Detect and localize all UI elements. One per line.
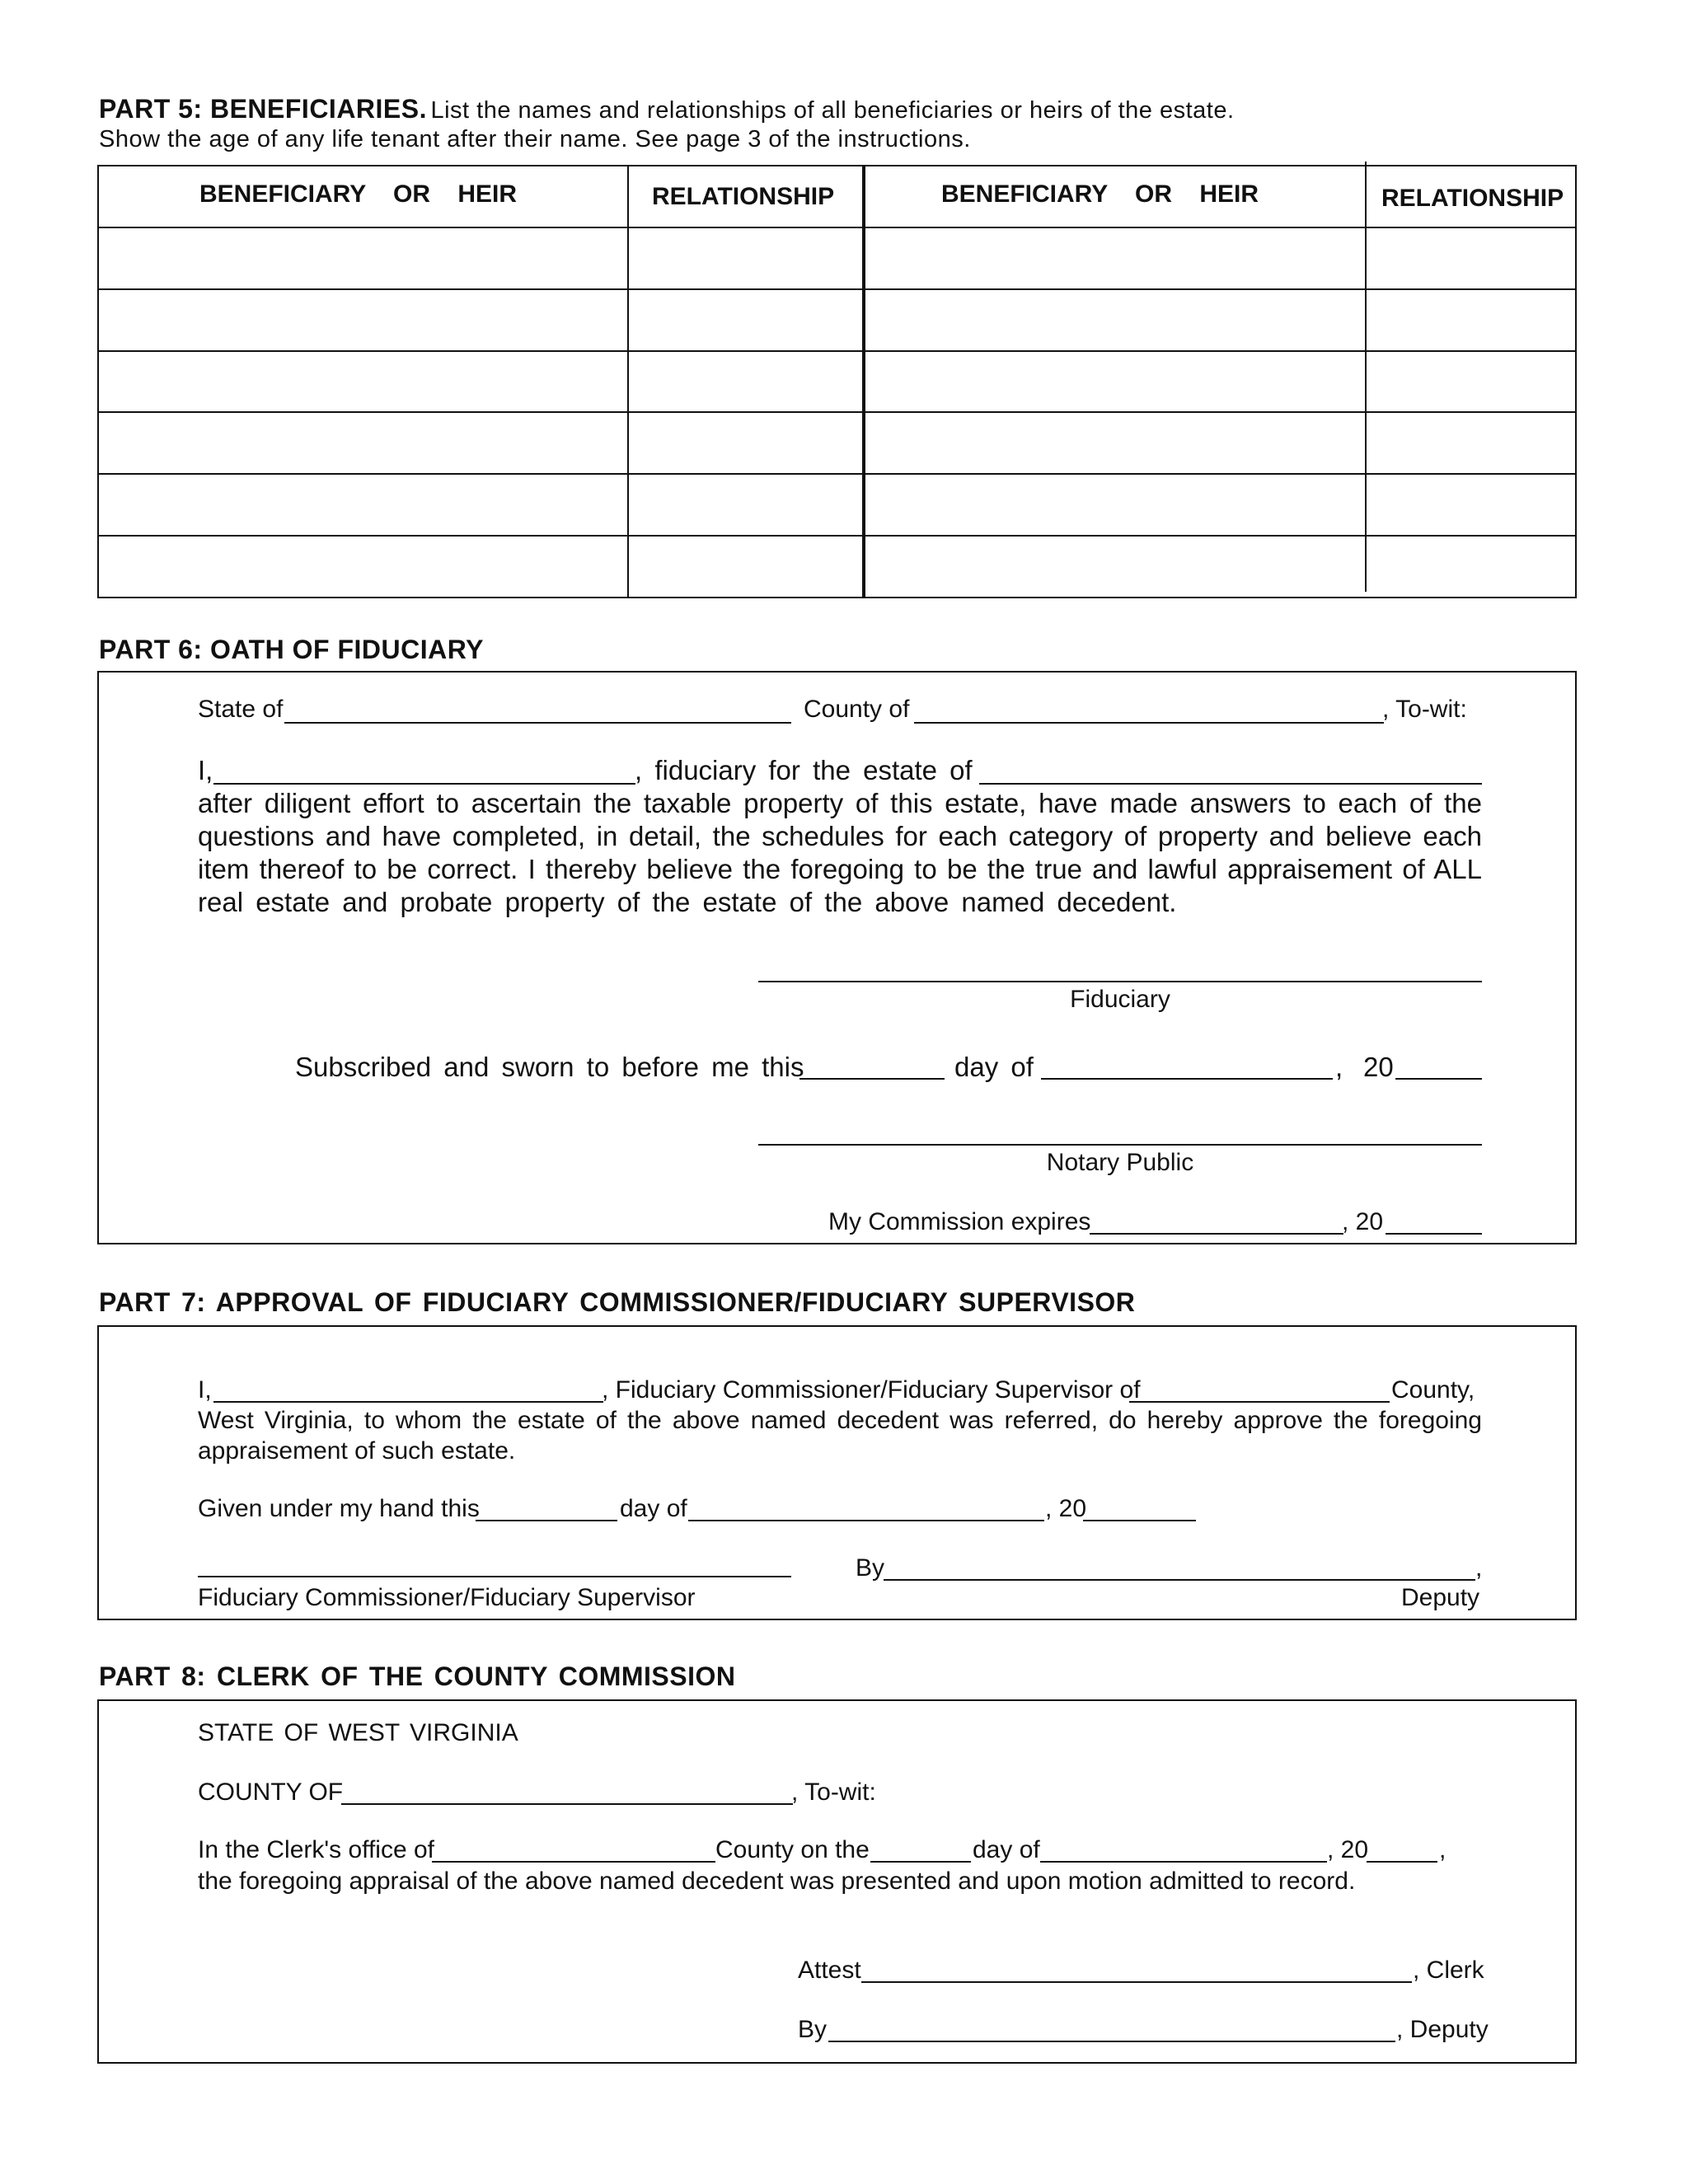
table-divider-center bbox=[862, 166, 865, 597]
col-header-relationship-2: RELATIONSHIP bbox=[1381, 185, 1564, 212]
part7-by-label: By bbox=[856, 1554, 885, 1582]
given-day-of-label: day of bbox=[620, 1495, 687, 1522]
clerk-day-field[interactable] bbox=[870, 1861, 971, 1863]
i-label: I, bbox=[198, 755, 213, 785]
county-label: County of bbox=[804, 696, 910, 723]
subscribed-comma: , bbox=[1335, 1052, 1343, 1082]
commission-label: My Commission expires bbox=[828, 1208, 1091, 1235]
estate-name-field[interactable] bbox=[979, 783, 1482, 785]
commission-year-field[interactable] bbox=[1386, 1233, 1482, 1235]
clerk-caption: , Clerk bbox=[1413, 1957, 1484, 1984]
fiduciary-caption: Fiduciary bbox=[1070, 986, 1170, 1013]
given-month-field[interactable] bbox=[688, 1520, 1044, 1521]
notary-caption: Notary Public bbox=[1046, 1149, 1194, 1176]
subscribed-day-field[interactable] bbox=[799, 1078, 945, 1080]
given-year-label: , 20 bbox=[1045, 1495, 1087, 1522]
part8-county-of-label: COUNTY OF bbox=[198, 1779, 344, 1806]
given-year-field[interactable] bbox=[1083, 1520, 1196, 1521]
fiduciary-name-field[interactable] bbox=[213, 783, 635, 785]
part8-by-label: By bbox=[798, 2016, 828, 2043]
beneficiaries-table bbox=[97, 165, 1577, 598]
commissioner-of-label: , Fiduciary Commissioner/Fiduciary Supervisor of bbox=[602, 1376, 1141, 1404]
subscribed-year-field[interactable] bbox=[1395, 1078, 1482, 1080]
subscribed-label: Subscribed and sworn to before me this bbox=[295, 1052, 804, 1082]
part7-line3: appraisement of such estate. bbox=[198, 1437, 516, 1465]
commission-date-field[interactable] bbox=[1090, 1233, 1343, 1235]
attest-field[interactable] bbox=[861, 1981, 1412, 1983]
towit-label: , To-wit: bbox=[1382, 696, 1467, 723]
part8-deputy-caption: , Deputy bbox=[1396, 2016, 1489, 2043]
col-header-relationship-1: RELATIONSHIP bbox=[652, 183, 835, 210]
clerk-day-of-label: day of bbox=[973, 1836, 1040, 1863]
state-label: State of bbox=[198, 696, 284, 723]
table-row bbox=[99, 411, 1577, 413]
table-row bbox=[99, 350, 1577, 352]
table-row bbox=[99, 227, 1577, 228]
part7-i-label: I, bbox=[198, 1376, 212, 1404]
part5-intro-line2: Show the age of any life tenant after their name. See page 3 of the instructions. bbox=[99, 126, 971, 152]
table-row bbox=[99, 535, 1577, 537]
given-label: Given under my hand this bbox=[198, 1495, 480, 1522]
col-header-beneficiary-2: BENEFICIARY OR HEIR bbox=[941, 180, 1259, 208]
clerks-office-label: In the Clerk's office of bbox=[198, 1836, 434, 1863]
part7-line2: West Virginia, to whom the estate of the above named decedent was referred, do hereby approve the foregoing bbox=[198, 1407, 1482, 1434]
given-day-field[interactable] bbox=[476, 1520, 617, 1521]
col-header-beneficiary-1: BENEFICIARY OR HEIR bbox=[199, 180, 518, 208]
table-row bbox=[99, 288, 1577, 290]
commissioner-name-field[interactable] bbox=[213, 1401, 603, 1403]
part7-county-label: County, bbox=[1391, 1376, 1475, 1404]
oath-para-line4: real estate and probate property of the estate of the above named decedent. bbox=[198, 887, 1177, 917]
clerk-year-field[interactable] bbox=[1367, 1861, 1437, 1863]
clerk-year-label: , 20 bbox=[1327, 1836, 1369, 1863]
subscribed-month-field[interactable] bbox=[1041, 1078, 1333, 1080]
notary-signature-line[interactable] bbox=[758, 1144, 1482, 1146]
table-divider bbox=[627, 166, 629, 597]
state-field[interactable] bbox=[284, 722, 791, 724]
table-row bbox=[99, 473, 1577, 475]
fiduciary-signature-line[interactable] bbox=[758, 981, 1482, 982]
part7-heading: PART 7: APPROVAL OF FIDUCIARY COMMISSIONER/FIDUCIARY SUPERVISOR bbox=[99, 1287, 1136, 1317]
part8-deputy-field[interactable] bbox=[828, 2041, 1395, 2042]
part8-state: STATE OF WEST VIRGINIA bbox=[198, 1719, 518, 1746]
oath-para-line2: questions and have completed, in detail, the schedules for each category of property and believe each bbox=[198, 821, 1482, 851]
county-field[interactable] bbox=[914, 722, 1384, 724]
part5-heading-line bbox=[99, 94, 1235, 124]
clerk-year-end: , bbox=[1439, 1836, 1447, 1863]
county-on-the-label: County on the bbox=[715, 1836, 870, 1863]
commissioner-signature-caption: Fiduciary Commissioner/Fiduciary Supervisor bbox=[198, 1584, 696, 1611]
subscribed-day-of-label: day of bbox=[954, 1052, 1034, 1082]
subscribed-year-prefix: 20 bbox=[1363, 1052, 1394, 1082]
oath-para-line1: after diligent effort to ascertain the taxable property of this estate, have made answers to each of the bbox=[198, 788, 1482, 818]
oath-para-line3: item thereof to be correct. I thereby believe the foregoing to be the true and lawful appraisement of ALL bbox=[198, 854, 1482, 884]
commissioner-signature-line[interactable] bbox=[198, 1576, 791, 1577]
part6-heading: PART 6: OATH OF FIDUCIARY bbox=[99, 635, 484, 664]
part7-deputy-field[interactable] bbox=[884, 1579, 1475, 1581]
part7-by-comma: , bbox=[1475, 1554, 1483, 1582]
part7-deputy-caption: Deputy bbox=[1401, 1584, 1480, 1611]
fiduciary-for-label: , fiduciary for the estate of bbox=[635, 755, 973, 785]
part8-heading: PART 8: CLERK OF THE COUNTY COMMISSION bbox=[99, 1661, 736, 1691]
clerks-office-field[interactable] bbox=[432, 1861, 715, 1863]
part5-heading: PART 5: BENEFICIARIES. bbox=[99, 94, 427, 124]
part5-intro-line1: List the names and relationships of all beneficiaries or heirs of the estate. bbox=[430, 97, 1235, 124]
attest-label: Attest bbox=[798, 1957, 861, 1984]
part8-line2: the foregoing appraisal of the above named decedent was presented and upon motion admitted to record. bbox=[198, 1868, 1356, 1895]
clerk-month-field[interactable] bbox=[1040, 1861, 1327, 1863]
part8-towit: , To-wit: bbox=[791, 1779, 876, 1806]
commissioner-county-field[interactable] bbox=[1129, 1401, 1390, 1403]
commission-year-label: , 20 bbox=[1342, 1208, 1384, 1235]
part8-county-field[interactable] bbox=[341, 1803, 793, 1805]
